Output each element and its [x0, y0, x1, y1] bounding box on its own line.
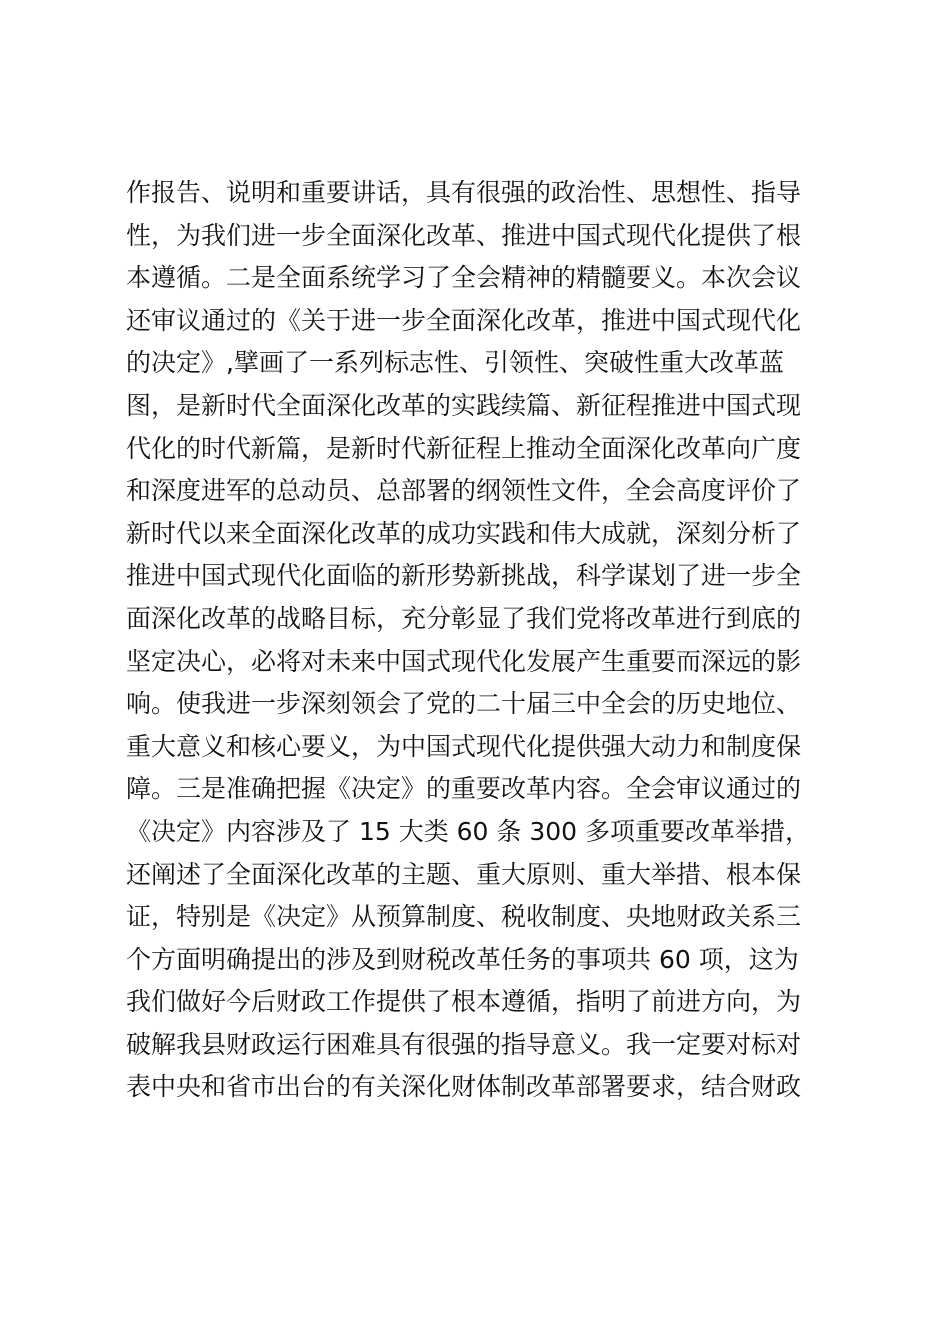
text-line: 图，是新时代全面深化改革的实践续篇、新征程推进中国式现	[126, 390, 802, 420]
text-line: 还审议通过的《关于进一步全面深化改革，推进中国式现代化	[126, 305, 802, 335]
text-line: 面深化改革的战略目标，充分彰显了我们党将改革进行到底的	[126, 603, 802, 633]
text-line: 我们做好今后财政工作提供了根本遵循，指明了前进方向，为	[126, 987, 802, 1017]
body-paragraph	[126, 172, 826, 1109]
text-line: 性，为我们进一步全面深化改革、推进中国式现代化提供了根	[126, 220, 802, 250]
text-line: 和深度进军的总动员、总部署的纲领性文件，全会高度评价了	[126, 476, 802, 506]
text-line: 表中央和省市出台的有关深化财体制改革部署要求，结合财政	[126, 1072, 802, 1102]
text-line: 《决定》内容涉及了 15 大类 60 条 300 多项重要改革举措，	[126, 816, 811, 846]
text-line: 个方面明确提出的涉及到财税改革任务的事项共 60 项，这为	[126, 944, 799, 974]
text-line: 破解我县财政运行困难具有很强的指导意义。我一定要对标对	[126, 1029, 802, 1059]
text-line: 坚定决心，必将对未来中国式现代化发展产生重要而深远的影	[126, 646, 802, 676]
text-line: 新时代以来全面深化改革的成功实践和伟大成就，深刻分析了	[126, 518, 802, 548]
text-line: 还阐述了全面深化改革的主题、重大原则、重大举措、根本保	[126, 859, 802, 889]
text-line: 证，特别是《决定》从预算制度、税收制度、央地财政关系三	[126, 902, 802, 932]
text-line: 代化的时代新篇，是新时代新征程上推动全面深化改革向广度	[126, 433, 802, 463]
text-line: 作报告、说明和重要讲话，具有很强的政治性、思想性、指导	[126, 178, 802, 207]
text-line: 障。三是准确把握《决定》的重要改革内容。全会审议通过的	[126, 774, 802, 804]
text-line: 的决定》,擘画了一系列标志性、引领性、突破性重大改革蓝	[126, 348, 784, 378]
text-line: 响。使我进一步深刻领会了党的二十届三中全会的历史地位、	[126, 689, 802, 719]
text-line: 重大意义和核心要义，为中国式现代化提供强大动力和制度保	[126, 731, 802, 761]
text-line: 推进中国式现代化面临的新形势新挑战，科学谋划了进一步全	[126, 561, 802, 591]
text-line: 本遵循。二是全面系统学习了全会精神的精髓要义。本次会议	[126, 263, 802, 293]
